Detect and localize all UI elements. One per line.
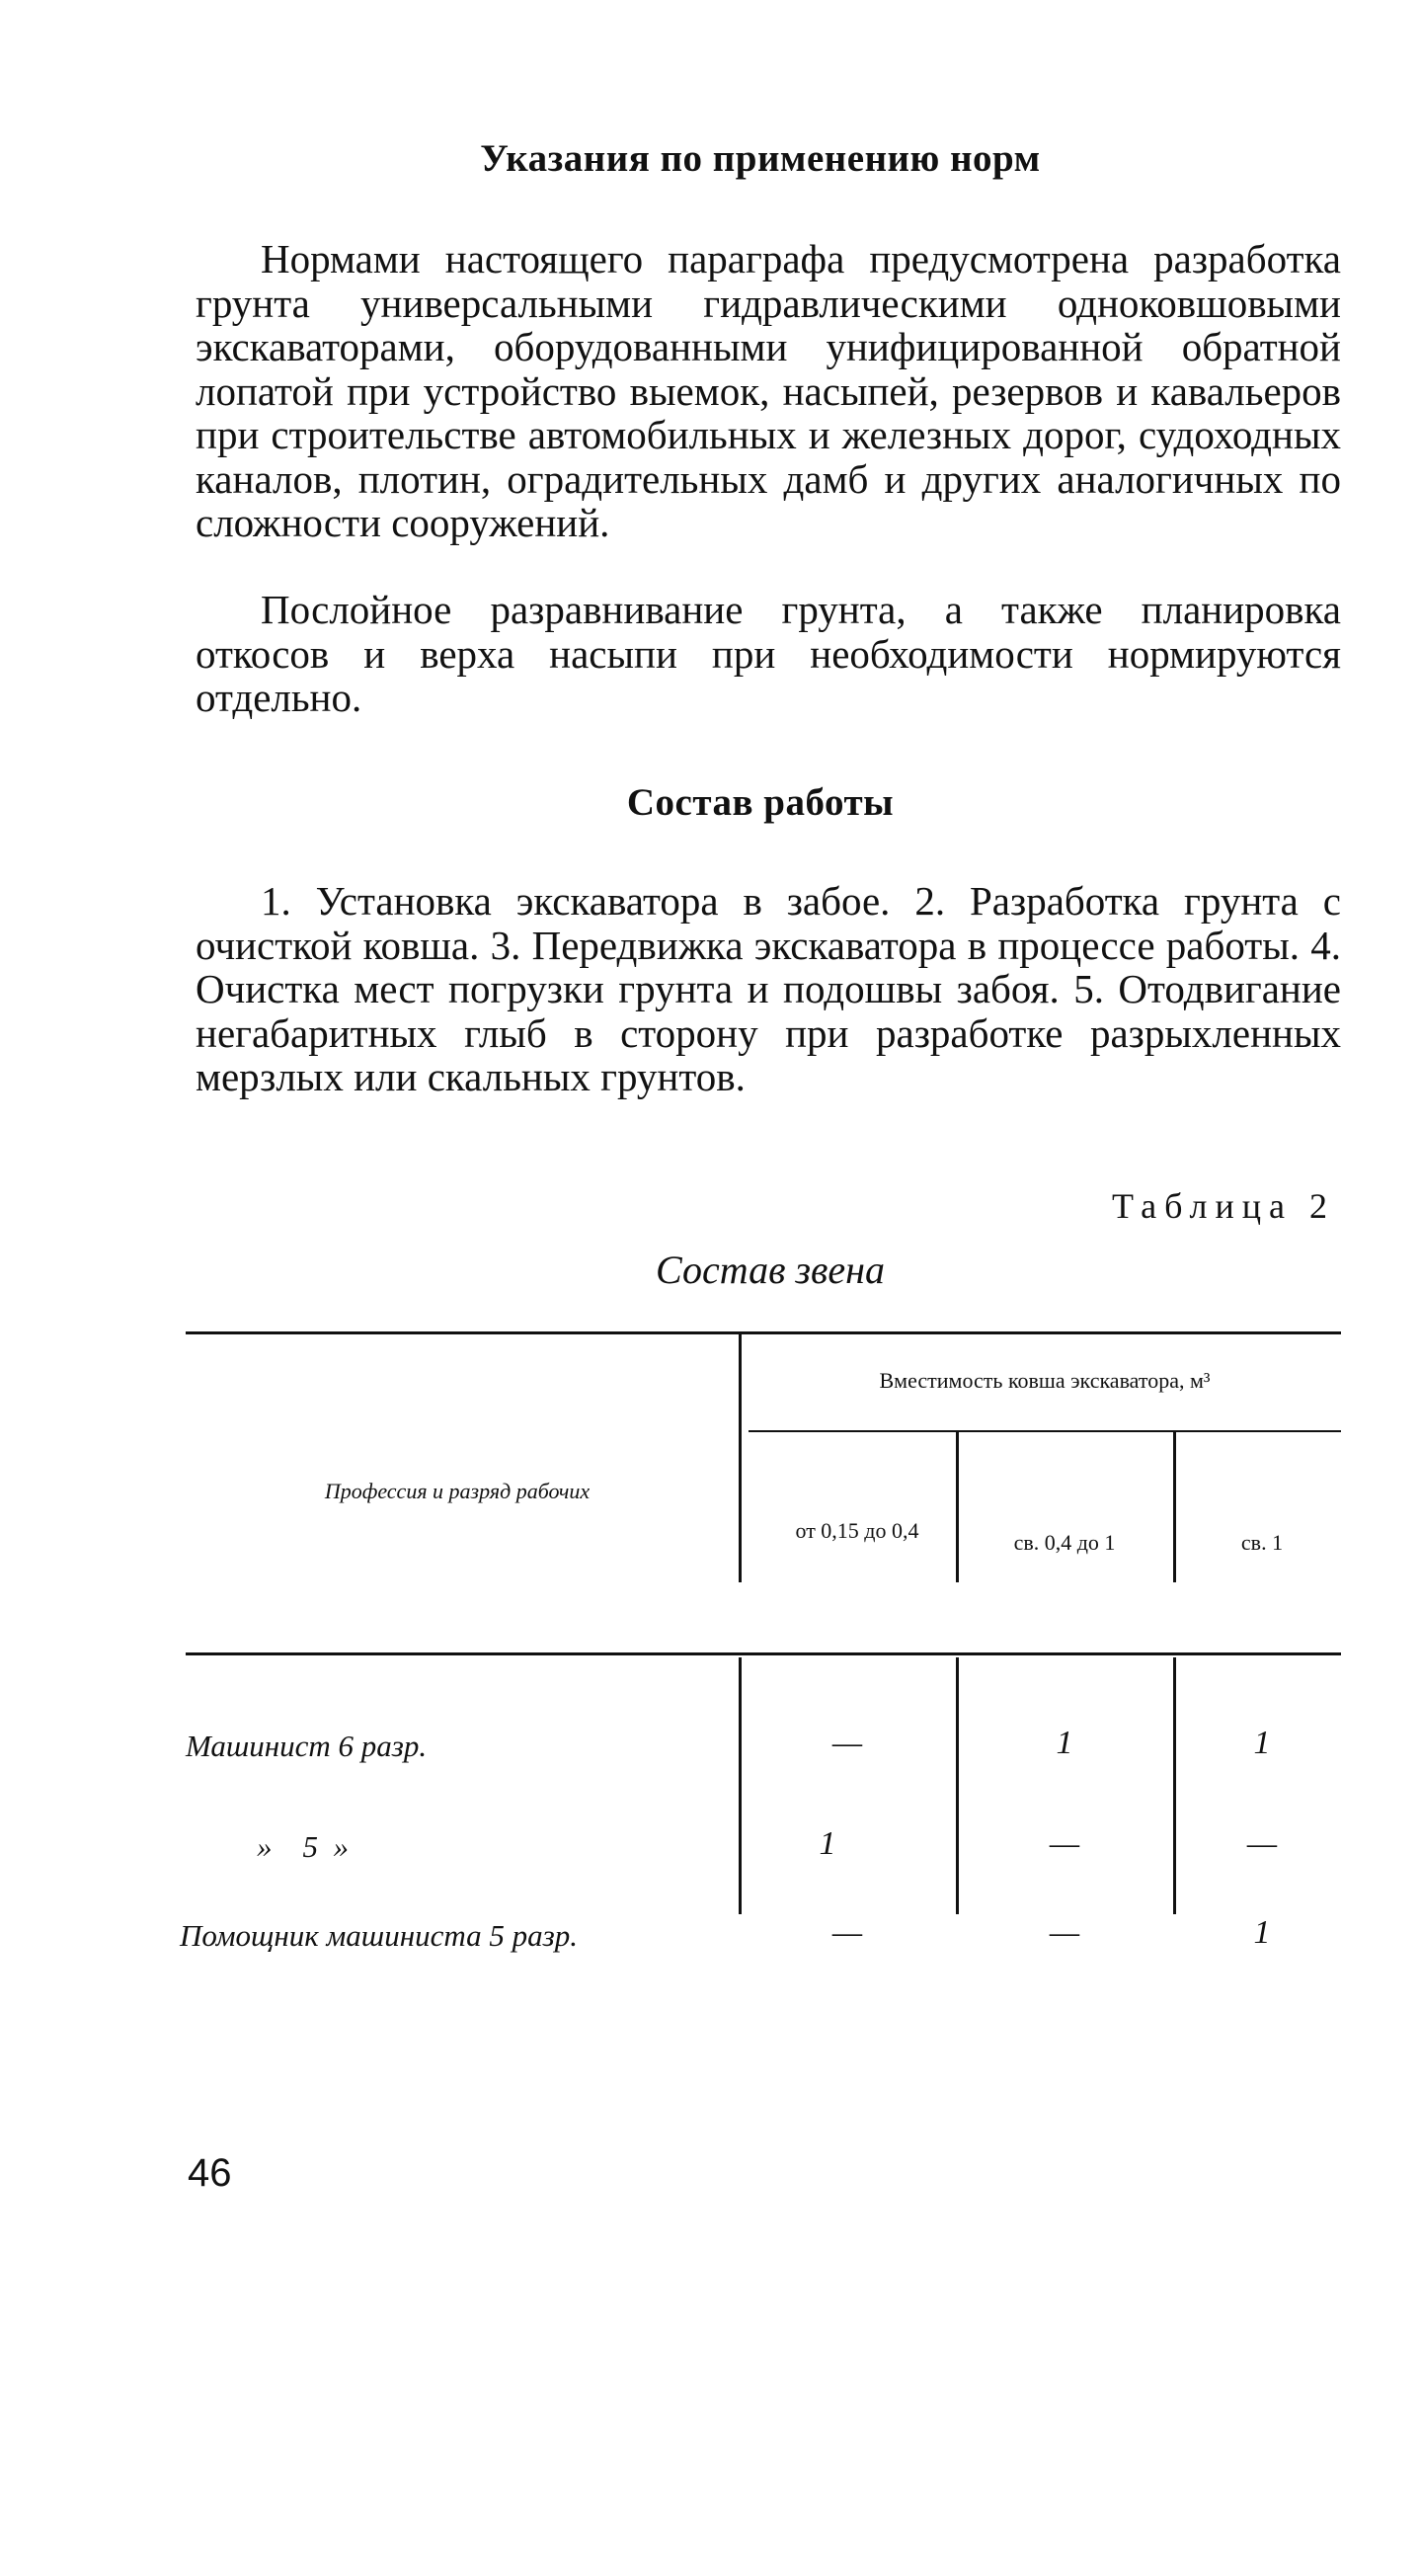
row-header-profession: Профессия и разряд рабочих — [324, 1479, 591, 1503]
table-cell: — — [831, 1914, 863, 1951]
usage-paragraph-2: Послойное разравнивание грунта, а также планировка откосов и верха насыпи при необходимости нормируются отдельно. — [196, 587, 1341, 720]
header-divider-col3 — [1173, 1432, 1176, 1582]
section-title-usage-notes: Указания по применению норм — [480, 137, 1041, 180]
table-cell: — — [1049, 1914, 1080, 1951]
table-caption: Состав звена — [655, 1248, 885, 1292]
table-cell: 1 — [1253, 1914, 1271, 1951]
table-row-label: Помощник машиниста 5 разр. — [180, 1918, 578, 1953]
table-cell: — — [1049, 1825, 1080, 1862]
table-cell: 1 — [1253, 1725, 1271, 1761]
table-row-label: » 5 » — [257, 1829, 349, 1864]
body-divider-col3 — [1173, 1657, 1176, 1914]
table-cell: 1 — [819, 1825, 836, 1862]
header-bottom-rule — [186, 1652, 1341, 1655]
table-row-label: Машинист 6 разр. — [186, 1729, 428, 1763]
group-header-bucket-capacity: Вместимость ковша экскаватора, м³ — [879, 1368, 1211, 1393]
page-number: 46 — [188, 2151, 232, 2195]
section-title-work-composition: Состав работы — [626, 781, 895, 824]
table-cell: 1 — [1056, 1725, 1073, 1761]
column-header-3: св. 1 — [1240, 1530, 1284, 1555]
table-cell: — — [831, 1725, 863, 1761]
column-header-2: св. 0,4 до 1 — [1013, 1530, 1116, 1555]
header-divider-col2 — [956, 1432, 959, 1582]
header-divider-main — [739, 1331, 742, 1582]
body-divider-col2 — [956, 1657, 959, 1914]
group-header-rule — [749, 1430, 1341, 1432]
work-composition-paragraph: 1. Установка экскаватора в забое. 2. Разработка грунта с очисткой ковша. 3. Передвижка экскаватора в процессе работы. 4. Очистка мест погрузки грунта и подошвы забоя. 5. Отодвигание негабаритных глыб в сторону при разработке разрыхленных мерзлых или скальных грунтов. — [196, 878, 1341, 1099]
table-number-label: Таблица 2 — [1112, 1186, 1335, 1226]
body-divider-main — [739, 1657, 742, 1914]
table-cell: — — [1246, 1825, 1278, 1862]
column-header-1: от 0,15 до 0,4 — [795, 1518, 919, 1543]
table-top-rule — [186, 1331, 1341, 1334]
crew-composition-table — [180, 1331, 1341, 2576]
usage-paragraph-1: Нормами настоящего параграфа предусмотрена разработка грунта универсальными гидравлическими одноковшовыми экскаваторами, оборудованными унифицированной обратной лопатой при устройство выемок, насыпей, резервов и кавальеров при строительстве автомобильных и железных дорог, судоходных каналов, плотин, оградительных дамб и других аналогичных по сложности сооружений. — [196, 236, 1341, 545]
